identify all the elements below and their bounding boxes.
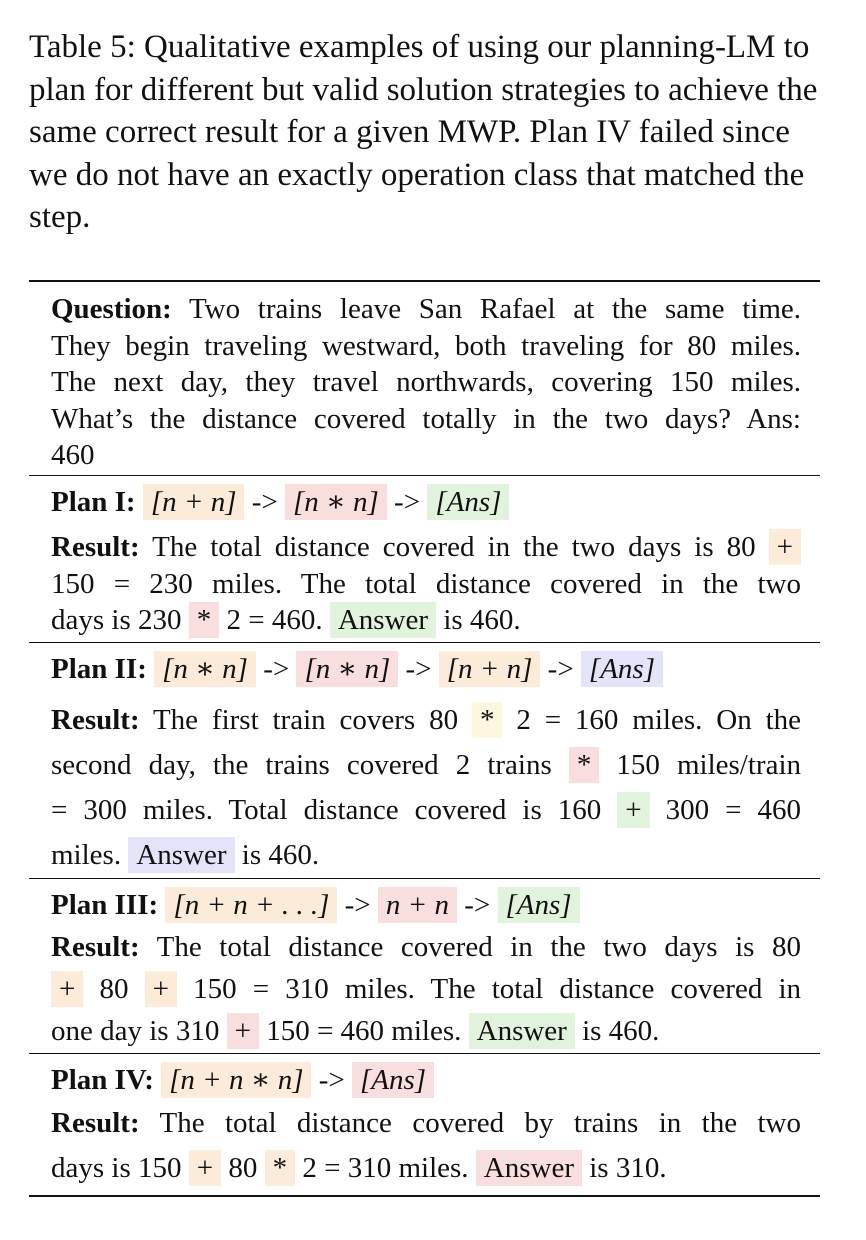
- arrow: ->: [344, 889, 371, 921]
- plan-step: [n ∗ n]: [296, 651, 398, 687]
- top-rule: [29, 280, 820, 282]
- row-divider: [29, 1053, 820, 1054]
- plan-result: Result: The first train covers 80 * 2 = 160 miles. On the second day, the trains covered 2 trains * 150 miles/train = 300 miles. Total distance covered is 160 + 300 = 460 miles. Answer is 460.: [51, 698, 801, 878]
- row-divider: [29, 475, 820, 476]
- question-block: Question: Two trains leave San Rafael at the same time. They begin traveling westward, both traveling for 80 miles. The next day, they travel northwards, covering 150 miles. What’s the distance covered totally in the two days? Ans: 460: [51, 293, 801, 471]
- plan-label: Plan IV:: [51, 1064, 154, 1096]
- bottom-rule: [29, 1195, 820, 1197]
- arrow: ->: [318, 1064, 345, 1096]
- plan-step: [n + n + . . .]: [165, 887, 337, 923]
- plan-step: [n + n ∗ n]: [161, 1062, 311, 1098]
- plan-step: [n ∗ n]: [285, 484, 387, 520]
- plan-result: Result: The total distance covered in the two days is 80 + 150 = 230 miles. The total distance covered in the two days is 230 * 2 = 460. Answer is 460.: [51, 529, 801, 639]
- plan-step: [Ans]: [498, 887, 580, 923]
- arrow: ->: [263, 653, 290, 685]
- table-caption: Table 5: Qualitative examples of using our planning-LM to plan for different but valid solution strategies to achieve the same correct result for a given MWP. Plan IV failed since we do not have an exactly operation class that matched the step.: [29, 29, 818, 235]
- plan-label: Plan I:: [51, 486, 136, 518]
- arrow: ->: [547, 653, 574, 685]
- arrow: ->: [251, 486, 278, 518]
- plan-step: [Ans]: [427, 484, 509, 520]
- plan-3: [51, 880, 801, 1052]
- result-label: Result:: [51, 1107, 140, 1139]
- plan-step: [n + n]: [439, 651, 541, 687]
- plan-label: Plan II:: [51, 653, 147, 685]
- plan-2: [51, 644, 801, 878]
- result-label: Result:: [51, 704, 140, 736]
- plan-4: [51, 1055, 801, 1191]
- row-divider: [29, 878, 820, 879]
- plan-step: [Ans]: [581, 651, 663, 687]
- arrow: ->: [394, 486, 421, 518]
- plan-step: [n + n]: [143, 484, 245, 520]
- plan-step: [Ans]: [352, 1062, 434, 1098]
- arrow: ->: [405, 653, 432, 685]
- plan-1: [51, 477, 801, 639]
- plan-result: Result: The total distance covered in the two days is 80 + 80 + 150 = 310 miles. The total distance covered in one day is 310 + 150 = 460 miles. Answer is 460.: [51, 926, 801, 1052]
- plan-step: n + n: [378, 887, 457, 923]
- plan-step: [n ∗ n]: [154, 651, 256, 687]
- arrow: ->: [464, 889, 491, 921]
- plan-result: Result: The total distance covered by trains in the two days is 150 + 80 * 2 = 310 miles. Answer is 310.: [51, 1101, 801, 1191]
- question-label: Question:: [51, 293, 172, 325]
- result-label: Result:: [51, 531, 140, 563]
- plan-label: Plan III:: [51, 889, 159, 921]
- result-label: Result:: [51, 931, 140, 963]
- row-divider: [29, 642, 820, 643]
